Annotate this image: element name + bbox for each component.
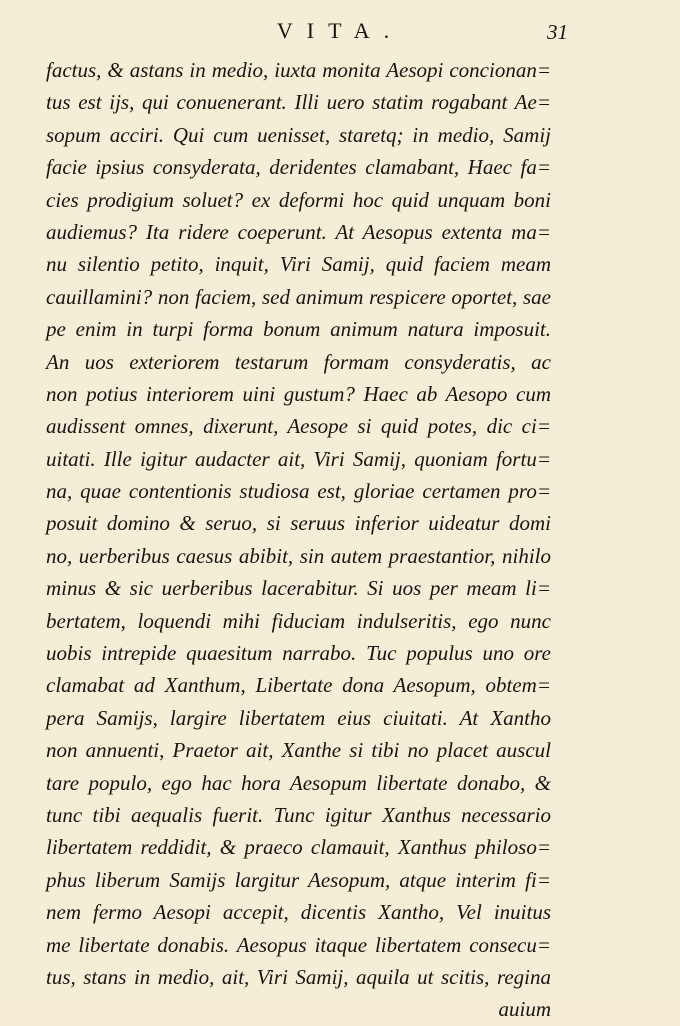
text-line: tunc tibi aequalis fuerit. Tunc igitur Xanthus necessario: [46, 802, 551, 827]
page-number: 31: [547, 20, 568, 44]
text-line: pe enim in turpi forma bonum animum natura imposuit.: [46, 317, 551, 342]
text-line: uobis intrepide quaesitum narrabo. Tuc populus uno ore: [46, 641, 551, 666]
text-line: cauillamini? non faciem, sed animum respicere oportet, sae: [46, 284, 551, 309]
text-line: sopum acciri. Qui cum uenisset, staretq; in medio, Samij: [46, 122, 551, 147]
text-line: audissent omnes, dixerunt, Aesope si quid potes, dic ci=: [46, 414, 551, 439]
text-line: pera Samijs, largire libertatem eius ciuitati. At Xantho: [46, 705, 551, 730]
text-line: tus est ijs, qui conuenerant. Illi uero statim rogabant Ae=: [46, 90, 551, 115]
text-line: An uos exteriorem testarum formam consyderatis, ac: [46, 349, 551, 374]
text-line: clamabat ad Xanthum, Libertate dona Aesopum, obtem=: [46, 673, 551, 698]
text-line: bertatem, loquendi mihi fiduciam indulseritis, ego nunc: [46, 608, 551, 633]
text-line: phus liberum Samijs largitur Aesopum, atque interim fi=: [46, 867, 551, 892]
text-line: posuit domino & seruo, si seruus inferior uideatur domi: [46, 511, 551, 536]
text-line: nem fermo Aesopi accepit, dicentis Xantho, Vel inuitus: [46, 900, 551, 925]
text-line: me libertate donabis. Aesopus itaque libertatem consecu=: [46, 932, 551, 957]
text-line: auium: [498, 997, 551, 1022]
text-line: na, quae contentionis studiosa est, gloriae certamen pro=: [46, 479, 551, 504]
text-line: libertatem reddidit, & praeco clamauit, Xanthus philoso=: [46, 835, 551, 860]
text-line: facie ipsius consyderata, deridentes clamabant, Haec fa=: [46, 155, 551, 180]
text-line: no, uerberibus caesus abibit, sin autem praestantior, nihilo: [46, 543, 551, 568]
text-line: nu silentio petito, inquit, Viri Samij, quid faciem meam: [46, 252, 551, 277]
text-line: tus, stans in medio, ait, Viri Samij, aquila ut scitis, regina: [46, 964, 551, 989]
text-line: audiemus? Ita ridere coeperunt. At Aesopus extenta ma=: [46, 219, 551, 244]
text-line: factus, & astans in medio, iuxta monita Aesopi concionan=: [46, 58, 551, 82]
text-line: uitati. Ille igitur audacter ait, Viri Samij, quoniam fortu=: [46, 446, 551, 471]
body-text: [46, 54, 551, 1026]
text-line: cies prodigium soluet? ex deformi hoc quid unquam boni: [46, 187, 551, 212]
text-line: non potius interiorem uini gustum? Haec ab Aesopo cum: [46, 381, 551, 406]
text-line: minus & sic uerberibus lacerabitur. Si uos per meam li=: [46, 576, 551, 601]
running-title: VITA.: [276, 18, 404, 43]
text-line: non annuenti, Praetor ait, Xanthe si tibi no placet auscul: [46, 738, 551, 763]
text-line: tare populo, ego hac hora Aesopum libertate donabo, &: [46, 770, 551, 795]
